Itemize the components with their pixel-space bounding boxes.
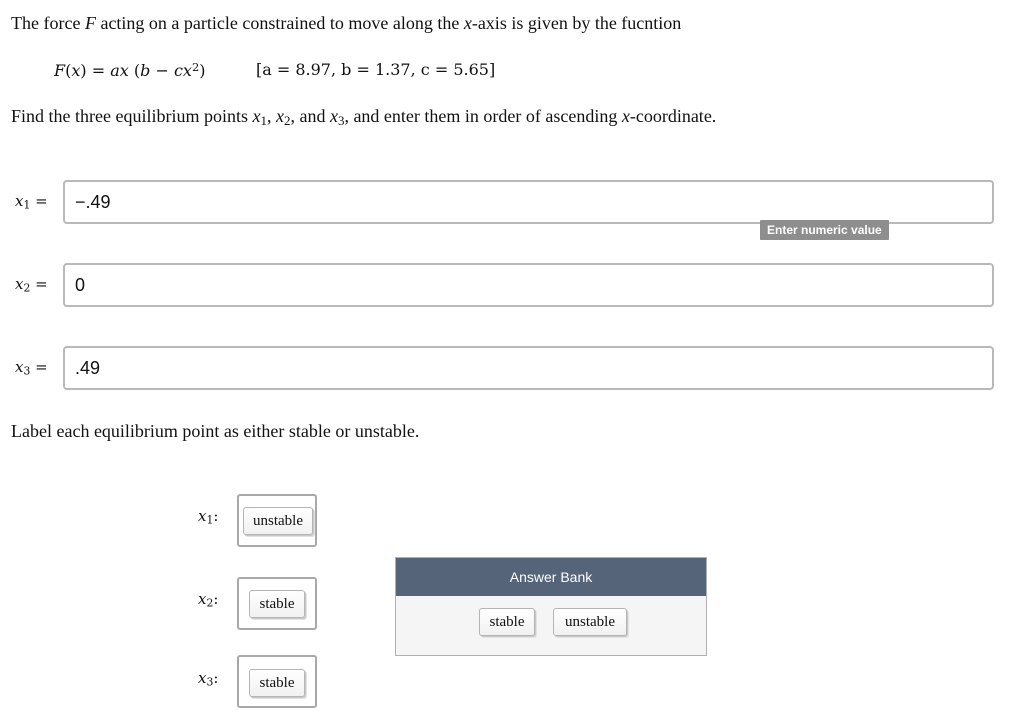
x1-input-value: −.49 [75,192,111,212]
answer-bank [395,557,707,656]
label-prompt: Label each equilibrium point as either stable or unstable. [11,421,420,441]
x3-input-value: .49 [75,358,101,378]
x3-input[interactable] [63,346,994,390]
drop-x3-label: $x_3$: [198,669,219,689]
numeric-tooltip: Enter numeric value [760,220,889,240]
drop-target-x1[interactable] [237,494,317,547]
drop-x1-label: $x_1$: [198,507,219,527]
bank-chip-stable[interactable]: stable [479,608,535,636]
force-equation: F(x) = ax $(b - cx^2)$ [54,60,206,81]
answer-bank-title: Answer Bank [396,558,706,596]
force-variable: F [84,13,96,33]
placed-chip-x1[interactable]: unstable [243,507,313,535]
drop-target-x3[interactable] [237,655,317,708]
x3-label: $x_3$ = [15,358,48,378]
drop-target-x2[interactable] [237,577,317,630]
bank-chip-unstable[interactable]: unstable [553,608,627,636]
equation-parameters: [a = 8.97, b = 1.37, c = 5.65] [256,60,496,79]
drop-x2-label: $x_2$: [198,590,219,610]
x1-input[interactable] [63,180,994,224]
x1-label: $x_1$ = [15,192,48,212]
placed-chip-x2[interactable]: stable [249,590,305,618]
placed-chip-x3[interactable]: stable [249,669,305,697]
x2-label: $x_2$ = [15,275,48,295]
x2-input[interactable] [63,263,994,307]
x2-input-value: 0 [75,275,86,295]
question-intro: The force F acting on a particle constrained to move along the x-axis is given by the fucntion [11,13,682,33]
find-instruction: Find the three equilibrium points $x_1$, $x_2$, and $x_3$, and enter them in order of ascending x-coordinate. [11,106,717,129]
